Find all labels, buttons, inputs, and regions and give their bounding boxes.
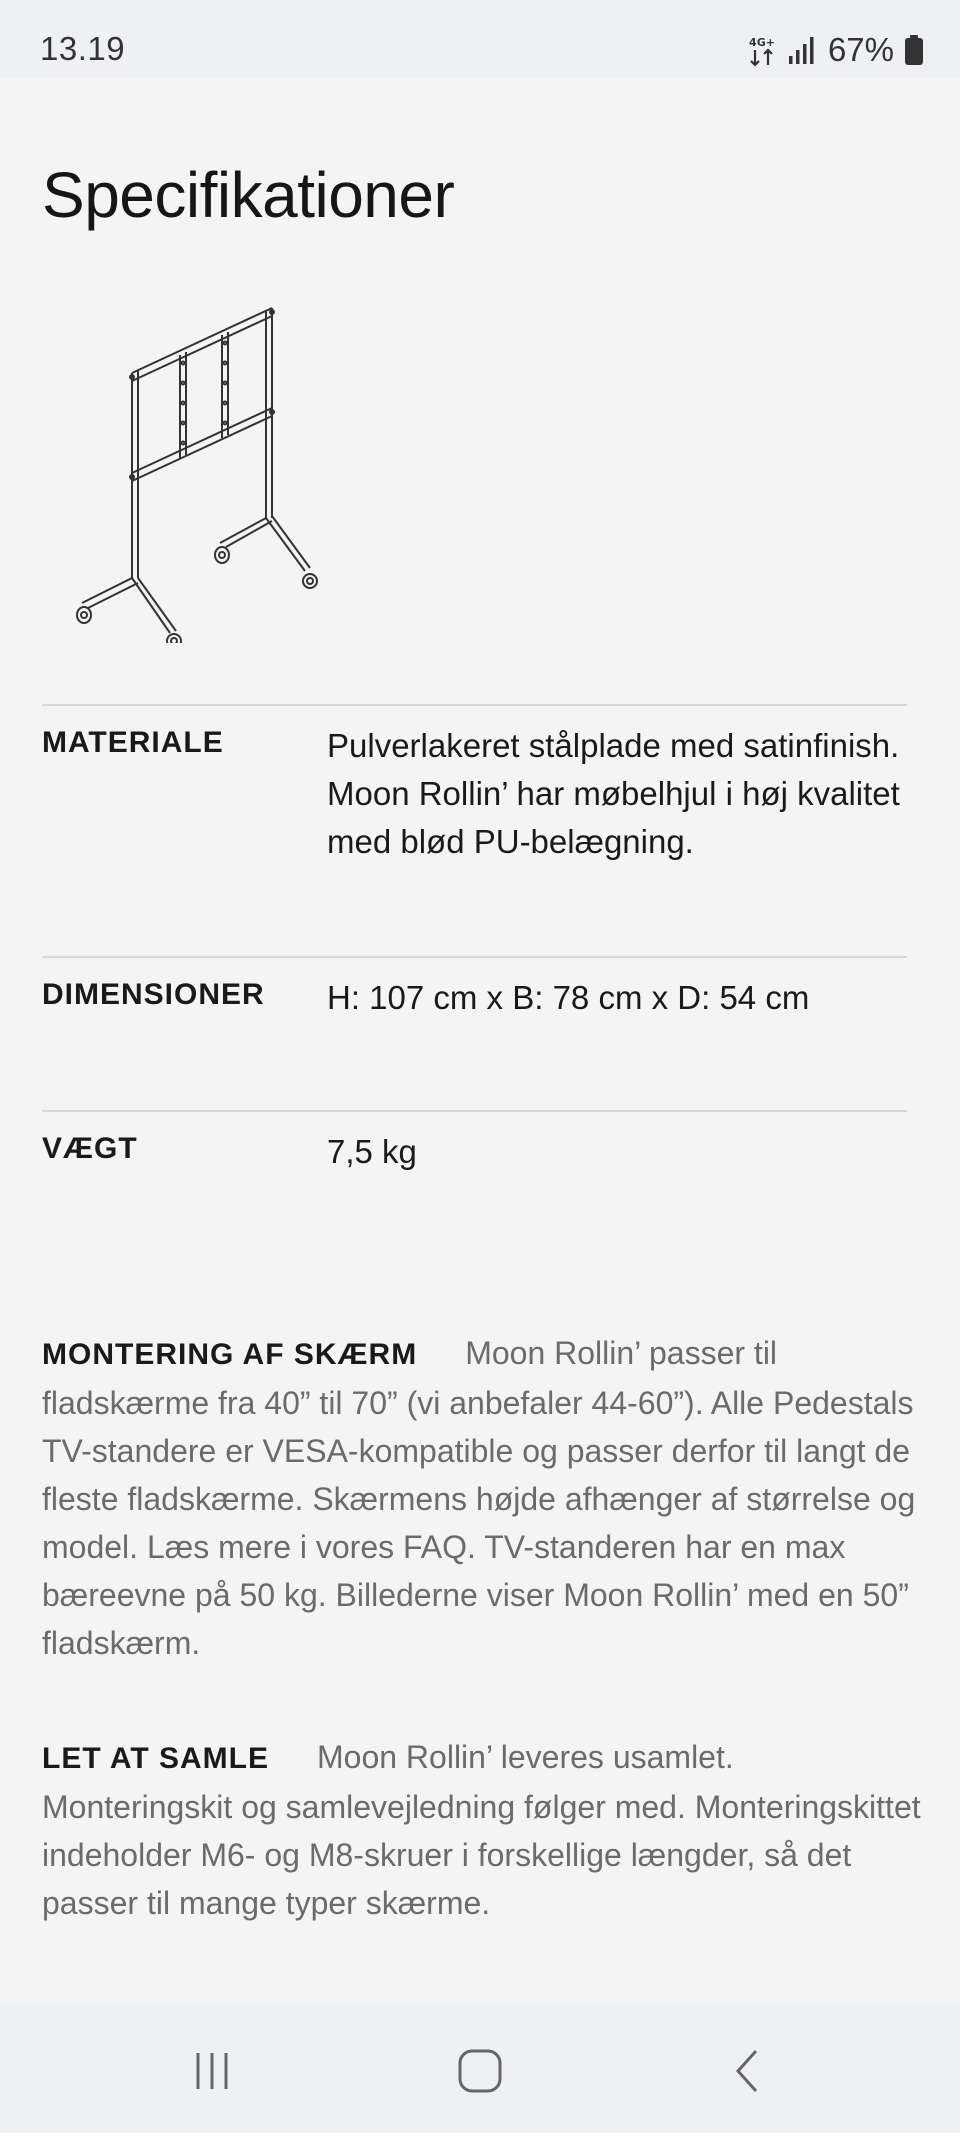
spec-label-material: MATERIALE xyxy=(42,726,224,759)
status-indicators xyxy=(746,30,924,70)
home-button[interactable] xyxy=(450,2041,510,2101)
section-text-assembly: Moon Rollin’ leveres usamlet. Monteringskit og samlevejledning følger med. Monteringskittet indeholder M6- og M8-skruer i forskellige længder, så det passer til mange typer skærme. xyxy=(42,1739,921,1921)
network-4g-icon xyxy=(746,33,778,67)
recents-button[interactable] xyxy=(182,2041,242,2101)
section-heading-mounting: MONTERING AF SKÆRM xyxy=(42,1338,418,1371)
status-time: 13.19 xyxy=(40,30,126,67)
signal-icon xyxy=(788,36,818,64)
product-image-tv-stand xyxy=(70,303,330,643)
spec-value-dimensions: H: 107 cm x B: 78 cm x D: 54 cm xyxy=(327,979,810,1016)
back-button[interactable] xyxy=(718,2041,778,2101)
section-heading-assembly: LET AT SAMLE xyxy=(42,1742,269,1775)
section-text-mounting: Moon Rollin’ passer til fladskærme fra 40” til 70” (vi anbefaler 44-60”). Alle Pedestals TV-standere er VESA-kompatible og passer derfor til langt de fleste fladskærme. Skærmens højde afhænger af størrelse og model. Læs mere i vores FAQ. TV-standeren har en max bæreevne på 50 kg. Billederne viser Moon Rollin’ med en 50” fladskærm. xyxy=(42,1335,916,1661)
back-icon xyxy=(728,2048,768,2094)
svg-text:4G+: 4G+ xyxy=(748,36,775,49)
spec-label-dimensions: DIMENSIONER xyxy=(42,978,265,1011)
battery-icon xyxy=(904,35,924,65)
spec-divider xyxy=(42,1110,907,1112)
section-easy-assembly xyxy=(42,1733,922,1927)
section-screen-mounting xyxy=(42,1329,922,1667)
page-title: Specifikationer xyxy=(42,159,455,231)
recents-icon xyxy=(190,2049,234,2093)
spec-divider xyxy=(42,704,907,706)
system-navigation-bar xyxy=(0,2003,960,2133)
spec-value-material: Pulverlakeret stålplade med satinfinish. Moon Rollin’ har møbelhjul i høj kvalitet med blød PU-belægning. xyxy=(327,727,900,860)
home-icon xyxy=(457,2048,503,2094)
battery-percent: 67% xyxy=(827,31,894,68)
spec-value-weight: 7,5 kg xyxy=(327,1133,417,1170)
status-bar xyxy=(0,0,960,78)
spec-divider xyxy=(42,956,907,958)
spec-label-weight: VÆGT xyxy=(42,1132,138,1165)
